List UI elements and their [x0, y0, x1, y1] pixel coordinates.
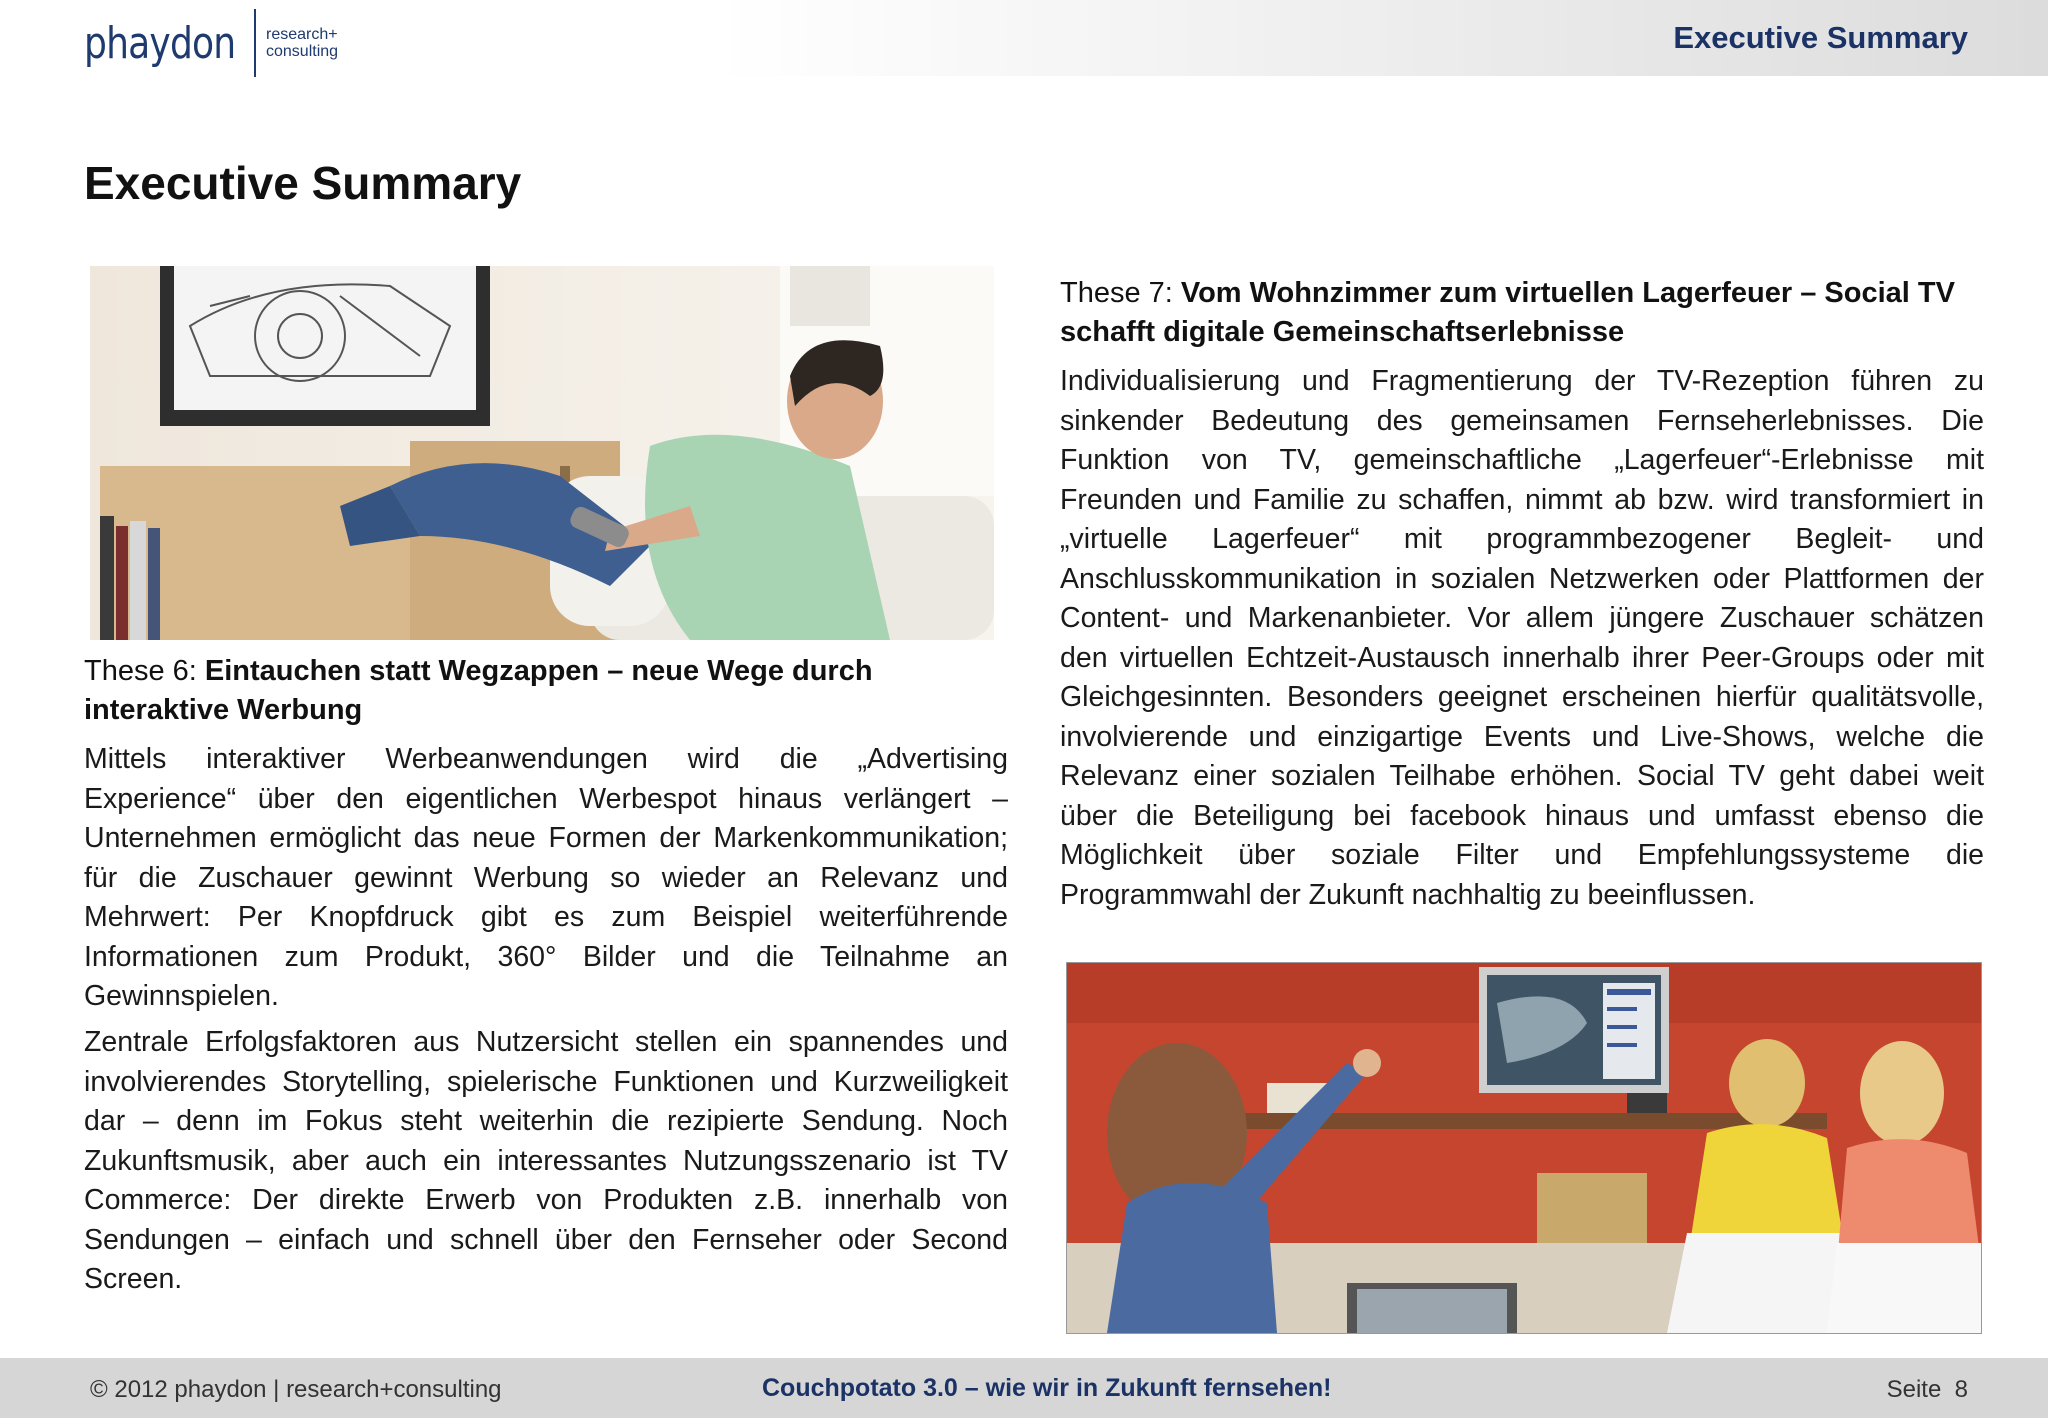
thesis-6-heading	[84, 652, 1004, 730]
photo-man-watching-tv	[90, 266, 994, 640]
page-header	[0, 0, 2048, 76]
logo-tagline-line2: consulting	[266, 43, 339, 60]
logo-wordmark: phaydon	[84, 17, 236, 69]
thesis-6-paragraph-1: Mittels interaktiver Werbeanwendungen wird die „Advertising Experience“ über den eigentlichen Werbespot hinaus verlängert – Unternehmen ermöglicht das neue Formen der Markenkommunikation; für die Zuschauer gewinnt Werbung so wieder an Relevanz und Mehrwert: Per Knopfdruck gibt es zum Beispiel weiterführende Informationen zum Produkt, 360° Bilder und die Teilnahme an Gewinnspielen.	[84, 743, 1008, 1012]
thesis-7-heading	[1060, 274, 2000, 352]
thesis-7-paragraph: Individualisierung und Fragmentierung der TV-Rezeption führen zu sinkender Bedeutung des gemeinsamen Fernseherlebnisses. Die Funktion von TV, gemeinschaftliche „Lagerfeuer“-Erlebnisse mit Freunden und Familie zu schaffen, nimmt ab bzw. wird transformiert in „virtuelle Lagerfeuer“ mit programmbezogener Begleit- und Anschlusskommunikation in sozialen Netzwerken oder Plattformen der Content- und Markenanbieter. Vor allem jüngere Zuschauer schätzen den virtuellen Echtzeit-Austausch innerhalb ihrer Peer-Groups oder mit Gleichgesinnten. Besonders geeignet erscheinen hierfür qualitätsvolle, involvierende und einzigartige Events und Live-Shows, welche die Relevanz einer sozialen Teilhabe erhöhen. Social TV geht dabei weit über die Beteiligung bei facebook hinaus und umfasst ebenso die Möglichkeit über soziale Filter und Empfehlungssysteme die Programmwahl der Zukunft nachhaltig zu beeinflussen.	[1060, 365, 1984, 911]
logo-tagline-line1: research+	[266, 26, 338, 43]
photo-family-social-tv	[1066, 962, 1982, 1334]
phaydon-logo	[84, 8, 338, 78]
thesis-6-label: These 6:	[84, 655, 205, 687]
page-title: Executive Summary	[84, 157, 522, 209]
thesis-6-paragraph-2: Zentrale Erfolgsfaktoren aus Nutzersicht stellen ein spannendes und involvierendes Storytelling, spielerische Funktionen und Kurzweiligkeit dar – denn im Fokus steht weiterhin die rezipierte Sendung. Noch Zukunftsmusik, aber auch ein interessantes Nutzungsszenario ist TV Commerce: Der direkte Erwerb von Produkten z.B. innerhalb von Sendungen – einfach und schnell über den Fernseher oder Second Screen.	[84, 1026, 1008, 1295]
footer-page-number: Seite 8	[1886, 1376, 1968, 1403]
footer-copyright: © 2012 phaydon | research+consulting	[90, 1376, 502, 1403]
page-footer	[0, 1358, 2048, 1418]
logo-tagline	[266, 26, 338, 60]
header-section-title: Executive Summary	[1673, 20, 1968, 55]
photo-man-watching-tv-illustration	[90, 266, 994, 640]
photo-family-social-tv-illustration	[1067, 963, 1981, 1333]
thesis-6-title: Eintauchen statt Wegzappen – neue Wege durch interaktive Werbung	[84, 655, 873, 726]
thesis-7-title: Vom Wohnzimmer zum virtuellen Lagerfeuer – Social TV schafft digitale Gemeinschaftserlebnisse	[1060, 277, 1955, 348]
footer-document-title: Couchpotato 3.0 – wie wir in Zukunft fernsehen!	[762, 1374, 1332, 1402]
thesis-7-label: These 7:	[1060, 277, 1181, 309]
logo-divider	[254, 9, 256, 77]
